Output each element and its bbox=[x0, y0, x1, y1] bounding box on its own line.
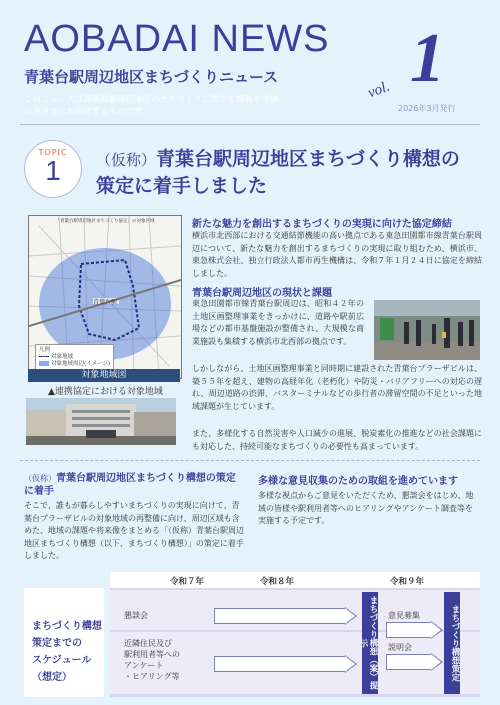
section3-body: そこで、誰もが暮らしやすいまちづくりの実現に向けて、青葉台プラーザビルの対象地域の再整備に向け、周辺区域も含めた、地域の課題や将来像をまとめる「（仮称）青葉台駅周辺地区まちづくり構想（以下、まちづくり構想）」の策定に着手しました。 bbox=[24, 501, 244, 560]
section3-title bbox=[24, 472, 240, 498]
row-label-line: ・ヒアリング等 bbox=[124, 672, 180, 681]
year-label: 令和８年 bbox=[260, 577, 295, 587]
map-area-label: 対象地域図 bbox=[28, 369, 180, 382]
schedule-side-panel bbox=[24, 588, 104, 697]
map-caption: ▲連携協定における対象地域 bbox=[48, 387, 163, 397]
row-label-line: 駅利用者等への bbox=[124, 650, 180, 659]
meetings-arrow bbox=[214, 608, 345, 624]
schedule-side-title bbox=[32, 618, 102, 686]
issue-date: 2026年3月発行 bbox=[398, 104, 456, 113]
briefing-arrow bbox=[386, 654, 431, 670]
station-label: 青葉台駅 bbox=[93, 299, 118, 306]
masthead-title: AOBADAI NEWS bbox=[24, 18, 330, 60]
section3-title-text: 青葉台駅周辺地区まちづくり構想の策定に着手 bbox=[24, 473, 236, 497]
schedule-side-line: 策定までの bbox=[32, 638, 82, 649]
legend-item-label: 対象地域 bbox=[51, 354, 74, 360]
year-label: 令和７年 bbox=[170, 577, 205, 587]
schedule-table bbox=[24, 572, 480, 697]
header-divider bbox=[20, 124, 480, 125]
row-label-line: 近隣住民及び bbox=[124, 639, 172, 648]
legend-title: 凡例 bbox=[39, 347, 51, 353]
legend-item bbox=[39, 361, 110, 368]
section-divider bbox=[20, 460, 480, 461]
section1-body: 横浜市北西部における交通結節機能の高い拠点である東急田園都市線青葉台駅周辺について、新たな魅力を創出するまちづくりの実現に取り組むため、横浜市、東急株式会社、独立行政法人都市再生機構は、令和７年１月２４日に協定を締結しました。 bbox=[192, 231, 482, 278]
headline-paren: （仮称） bbox=[96, 151, 157, 169]
headline-text: 青葉台駅周辺地区まちづくり構想の策定に着手しました bbox=[96, 148, 460, 197]
proposal-box: まちづくり構想（案）提示 bbox=[362, 592, 378, 694]
station-photo bbox=[26, 398, 176, 445]
section4-title: 多様な意見収集のための取組を進めています bbox=[258, 476, 458, 487]
schedule-side-line: スケジュール bbox=[32, 655, 92, 666]
legend-item bbox=[39, 354, 110, 361]
section2-body1: 東急田園都市線青葉台駅周辺は、昭和４２年の土地区画整理事業をきっかけに、道路や駅前広場などの都市基盤施設が整備され、大規模な商業施設も集積する横浜市北西部の拠点です。 bbox=[192, 299, 364, 346]
map-title: 「青葉台駅周辺地区まちづくり協定」の対象区域 bbox=[55, 219, 155, 224]
section2-body2: しかしながら、土地区画整理事業と同時期に建設された青葉台プラーザビルは、築５５年を超え、建物の高経年化（老朽化）や防災・バリアフリーへの対応の遅れ、周辺道路の渋滞、バスターミナルなどの歩行者の滞留空間の不足といった地域課題が生じています。 bbox=[192, 364, 482, 411]
masthead-intro: このニュースは青葉台駅周辺地区のまちづくりに関する情報を地域の皆さまにお届けするものです。 bbox=[24, 95, 279, 117]
final-box: まちづくり構想策定 bbox=[444, 592, 460, 694]
section2-body3: また、多様化する自然災害や人口減少の進展、脱炭素化の推進などの社会課題にも対応した、持続可能なまちづくりの必要性も高まっています。 bbox=[192, 429, 482, 451]
section1-title: 新たな魅力を創出するまちづくりの実現に向けた協定締結 bbox=[192, 219, 452, 230]
row-label-line: アンケート bbox=[124, 661, 164, 670]
plaza-photo bbox=[374, 300, 480, 360]
section3-title-paren: （仮称） bbox=[24, 474, 56, 483]
year-label: 令和９年 bbox=[390, 577, 425, 587]
opinion-arrow bbox=[386, 622, 431, 638]
station-photo-graphic bbox=[26, 398, 176, 445]
schedule-side-line: （想定） bbox=[32, 672, 72, 683]
opinion-label: 意見募集 bbox=[388, 611, 420, 620]
topic-number: 1 bbox=[45, 155, 61, 186]
area-map bbox=[28, 215, 182, 379]
topic-label: TOPIC bbox=[38, 148, 68, 157]
plaza-photo-graphic bbox=[374, 300, 480, 360]
briefing-label: 説明会 bbox=[388, 643, 412, 652]
schedule-year-header bbox=[110, 572, 480, 588]
section2-title: 青葉台駅周辺地区の現状と課題 bbox=[192, 288, 332, 299]
surveys-arrow bbox=[214, 656, 345, 672]
topic-headline bbox=[96, 146, 476, 199]
schedule-side-line: まちづくり構想 bbox=[32, 621, 102, 632]
row-label-meetings: 懇談会 bbox=[124, 611, 148, 620]
masthead-subtitle: 青葉台駅周辺地区まちづくりニュース bbox=[24, 68, 279, 86]
row-label-surveys bbox=[124, 638, 180, 682]
map-legend bbox=[35, 344, 114, 371]
volume-label: vol. bbox=[365, 78, 392, 102]
topic-badge bbox=[24, 140, 82, 198]
legend-item-label: 対象地域周辺(イメージ) bbox=[51, 361, 111, 367]
volume-number: 1 bbox=[410, 20, 445, 97]
section4-body: 多様な視点からご意見をいただくため、懇談会をはじめ、地域の皆様や駅利用者等へのヒアリングやアンケート調査等を実施する予定です。 bbox=[258, 491, 474, 525]
